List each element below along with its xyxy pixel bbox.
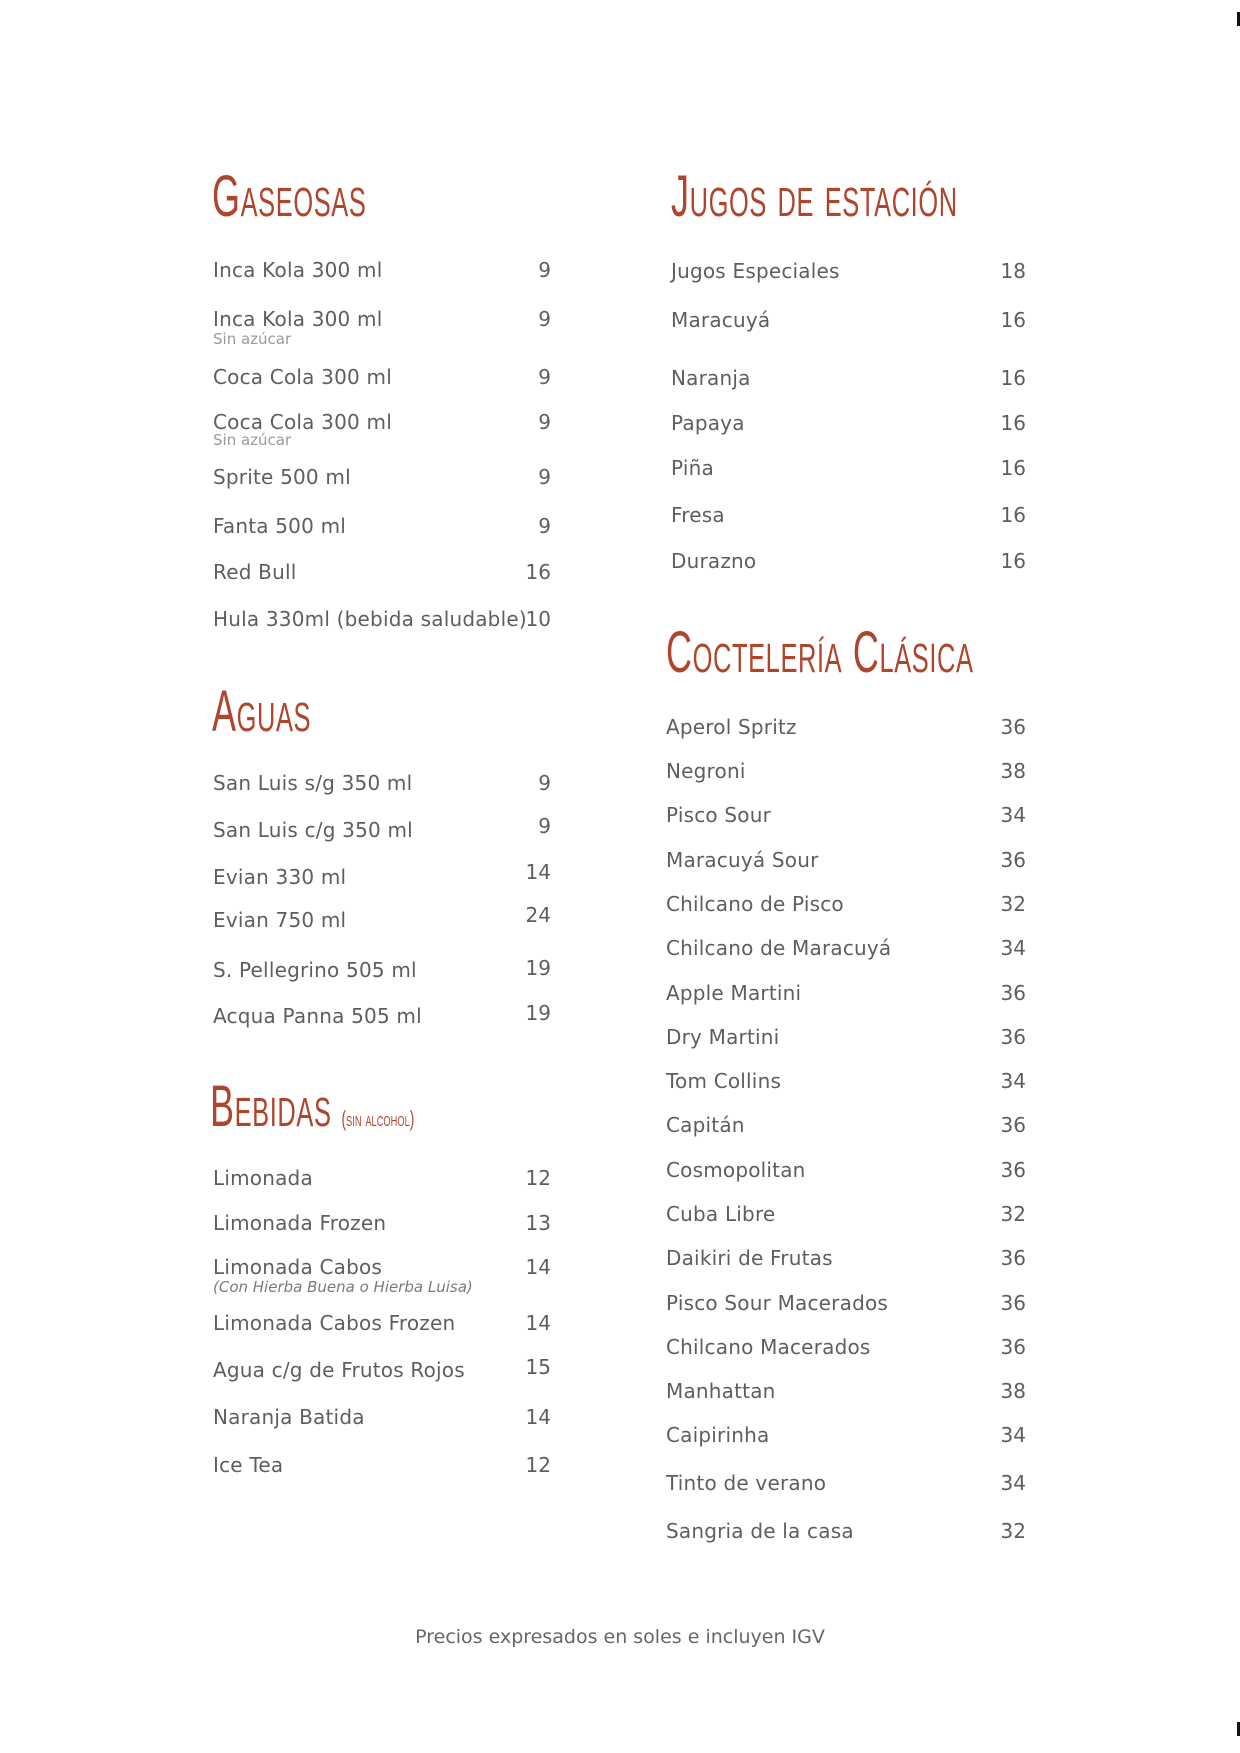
item-price: 16 (1000, 411, 1026, 435)
item-price: 32 (1000, 892, 1026, 916)
item-name: Limonada (213, 1166, 313, 1190)
menu-item (666, 1378, 1026, 1408)
item-price: 9 (538, 410, 551, 434)
item-price: 16 (1000, 308, 1026, 332)
section-title-bebidas-text: Bebidas (210, 1074, 332, 1139)
item-price: 16 (1000, 503, 1026, 527)
menu-item (666, 1334, 1026, 1364)
menu-item (213, 464, 551, 494)
item-price: 10 (525, 607, 551, 631)
menu-item (213, 364, 551, 394)
menu-item (666, 847, 1026, 877)
section-title-bebidas (210, 1074, 415, 1139)
item-price: 19 (525, 956, 551, 980)
menu-item (213, 409, 551, 449)
item-name: Durazno (671, 549, 757, 573)
item-name: Caipirinha (666, 1423, 770, 1447)
item-name: Tom Collins (666, 1069, 782, 1093)
menu-item (213, 1452, 551, 1482)
item-price: 18 (1000, 259, 1026, 283)
item-name: Piña (671, 456, 714, 480)
item-price: 32 (1000, 1202, 1026, 1226)
item-price: 36 (1000, 848, 1026, 872)
menu-item (671, 455, 1026, 485)
item-name: Limonada Cabos Frozen (213, 1311, 456, 1335)
menu-item (666, 1518, 1026, 1548)
item-price: 34 (1000, 803, 1026, 827)
menu-item (213, 1003, 551, 1033)
menu-item (213, 1357, 551, 1387)
item-name: Sprite 500 ml (213, 465, 351, 489)
item-price: 36 (1000, 1335, 1026, 1359)
item-price: 9 (538, 365, 551, 389)
item-price: 32 (1000, 1519, 1026, 1543)
menu-item (213, 1210, 551, 1240)
menu-item (213, 1310, 551, 1340)
item-name: Coca Cola 300 ml (213, 365, 392, 389)
item-name: Tinto de verano (666, 1471, 827, 1495)
item-price: 9 (538, 307, 551, 331)
menu-item (666, 714, 1026, 744)
item-note: Sin azúcar (213, 330, 292, 348)
item-price: 12 (525, 1453, 551, 1477)
item-name: Cuba Libre (666, 1202, 776, 1226)
item-price: 36 (1000, 1158, 1026, 1182)
item-price: 14 (525, 1255, 551, 1279)
item-price: 36 (1000, 1113, 1026, 1137)
item-name: Evian 330 ml (213, 865, 347, 889)
menu-item (671, 258, 1026, 288)
item-name: Red Bull (213, 560, 297, 584)
menu-item (666, 1112, 1026, 1142)
menu-item (666, 1290, 1026, 1320)
item-name: Capitán (666, 1113, 745, 1137)
item-name: Naranja Batida (213, 1405, 365, 1429)
item-name: Sangria de la casa (666, 1519, 854, 1543)
menu-item (666, 891, 1026, 921)
item-price: 38 (1000, 1379, 1026, 1403)
item-name: Fanta 500 ml (213, 514, 347, 538)
item-name: Chilcano de Maracuyá (666, 936, 892, 960)
item-name: S. Pellegrino 505 ml (213, 958, 417, 982)
item-price: 34 (1000, 1069, 1026, 1093)
menu-item (213, 1404, 551, 1434)
item-name: Hula 330ml (bebida saludable) (213, 607, 527, 631)
item-price: 12 (525, 1166, 551, 1190)
menu-item (666, 1201, 1026, 1231)
menu-item (213, 513, 551, 543)
item-name: Chilcano Macerados (666, 1335, 871, 1359)
item-price: 24 (525, 903, 551, 927)
menu-item (666, 1245, 1026, 1275)
item-price: 9 (538, 258, 551, 282)
item-price: 34 (1000, 936, 1026, 960)
item-name: Evian 750 ml (213, 908, 347, 932)
item-name: Ice Tea (213, 1453, 284, 1477)
section-title-jugos: Jugos de estación (671, 164, 958, 229)
item-name: Daikiri de Frutas (666, 1246, 833, 1270)
item-price: 14 (525, 1405, 551, 1429)
item-price: 9 (538, 514, 551, 538)
menu-item (671, 307, 1026, 337)
menu-item (671, 548, 1026, 578)
item-name: Jugos Especiales (671, 259, 840, 283)
item-name: Limonada Frozen (213, 1211, 387, 1235)
menu-item (666, 1422, 1026, 1452)
item-name: San Luis c/g 350 ml (213, 818, 413, 842)
menu-item (213, 257, 551, 287)
item-name: Inca Kola 300 ml (213, 258, 383, 282)
item-price: 13 (525, 1211, 551, 1235)
menu-item (666, 1470, 1026, 1500)
section-subtitle: (sin alcohol) (341, 1106, 415, 1131)
item-price: 36 (1000, 981, 1026, 1005)
item-name: Pisco Sour (666, 803, 772, 827)
item-price: 16 (1000, 366, 1026, 390)
menu-item (213, 770, 551, 800)
item-note: (Con Hierba Buena o Hierba Luisa) (213, 1278, 473, 1296)
item-name: Papaya (671, 411, 745, 435)
item-price: 14 (525, 1311, 551, 1335)
item-price: 34 (1000, 1471, 1026, 1495)
menu-item (213, 957, 551, 987)
item-price: 36 (1000, 1291, 1026, 1315)
menu-item (666, 802, 1026, 832)
item-price: 16 (1000, 549, 1026, 573)
item-name: Fresa (671, 503, 725, 527)
item-price: 9 (538, 465, 551, 489)
menu-item (213, 1254, 551, 1296)
item-name: Cosmopolitan (666, 1158, 806, 1182)
item-price: 9 (538, 814, 551, 838)
menu-item (671, 502, 1026, 532)
item-name: Negroni (666, 759, 746, 783)
menu-item (666, 758, 1026, 788)
item-price: 16 (525, 560, 551, 584)
menu-item (213, 1165, 551, 1195)
menu-item (213, 860, 551, 894)
item-name: Dry Martini (666, 1025, 780, 1049)
item-price: 16 (1000, 456, 1026, 480)
menu-item (666, 1068, 1026, 1098)
item-name: Aperol Spritz (666, 715, 797, 739)
section-title-gaseosas: Gaseosas (212, 164, 367, 229)
item-name: Maracuyá (671, 308, 771, 332)
item-name: Apple Martini (666, 981, 802, 1005)
item-name: Pisco Sour Macerados (666, 1291, 889, 1315)
item-name: Acqua Panna 505 ml (213, 1004, 422, 1028)
menu-item (666, 935, 1026, 965)
menu-item (213, 814, 551, 847)
item-price: 34 (1000, 1423, 1026, 1447)
item-price: 19 (525, 1001, 551, 1025)
item-price: 38 (1000, 759, 1026, 783)
item-name: San Luis s/g 350 ml (213, 771, 413, 795)
item-name: Limonada Cabos (213, 1255, 383, 1279)
item-price: 36 (1000, 715, 1026, 739)
section-title-cocteleria: Coctelería Clásica (666, 620, 974, 685)
menu-item (666, 980, 1026, 1010)
item-name: Manhattan (666, 1379, 776, 1403)
menu-item (213, 903, 551, 937)
item-price: 14 (525, 860, 551, 884)
item-price: 9 (538, 771, 551, 795)
item-name: Coca Cola 300 ml (213, 410, 392, 434)
menu-item (666, 1024, 1026, 1054)
section-title-aguas: Aguas (212, 679, 312, 744)
menu-item (213, 606, 551, 636)
item-price: 36 (1000, 1246, 1026, 1270)
item-name: Maracuyá Sour (666, 848, 819, 872)
menu-item (213, 306, 551, 348)
menu-item (666, 1157, 1026, 1187)
menu-item (671, 410, 1026, 440)
item-name: Naranja (671, 366, 751, 390)
price-footnote: Precios expresados en soles e incluyen IGV (415, 1626, 825, 1648)
item-name: Chilcano de Pisco (666, 892, 844, 916)
menu-item (671, 365, 1026, 395)
menu-item (213, 559, 551, 589)
item-name: Agua c/g de Frutos Rojos (213, 1358, 465, 1382)
item-price: 36 (1000, 1025, 1026, 1049)
item-name: Inca Kola 300 ml (213, 307, 383, 331)
item-note: Sin azúcar (213, 431, 292, 449)
item-price: 15 (525, 1355, 551, 1379)
